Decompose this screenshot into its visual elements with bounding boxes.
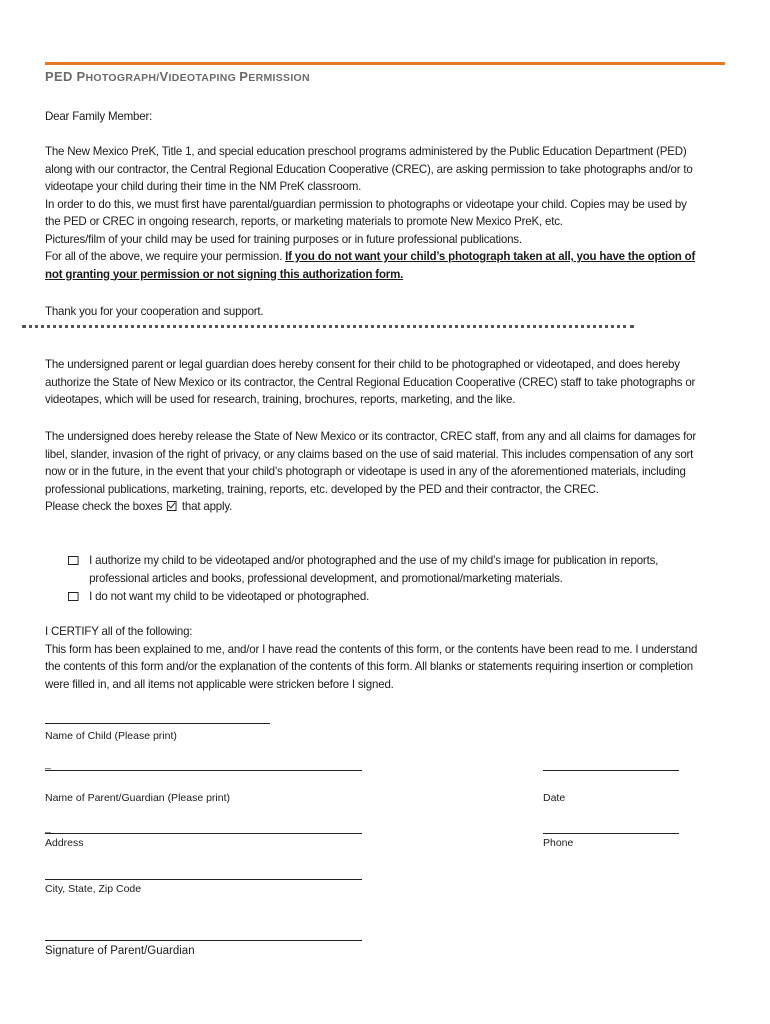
checked-box-icon — [167, 501, 177, 511]
authorize-option — [68, 552, 692, 587]
release-text: The undersigned does hereby release the State of New Mexico or its contractor, CREC staff, from any and all claims for damages for libel, slander, invasion of the right of privacy, or any claims based on the use of said material. This includes compensation of any sort now or in the future, in the event that your child’s photograph or videotape is used in any of the aforementioned materials, including professional publications, marketing, training, reports, etc. developed by the PED and their contractor, the CREC. — [45, 429, 696, 496]
signature-label: Signature of Parent/Guardian — [45, 945, 195, 957]
intro-text-requirement: For all of the above, we require your permission. If you do not want your child’s photograph taken at all, you have the option of not granting your permission or not signing this authorization form. — [45, 249, 696, 281]
intro-text-purpose: The New Mexico PreK, Title 1, and special education preschool programs administered by the Public Education Department (PED) along with our contractor, the Central Regional Education Cooperative (CREC), are asking permission to take photographs and/or to videotape your child during their time in the NM PreK classroom. — [45, 144, 693, 193]
salutation: Dear Family Member: — [45, 109, 153, 123]
intro-paragraph — [45, 143, 698, 283]
date-line[interactable] — [543, 770, 679, 771]
child-name-line[interactable] — [45, 723, 270, 724]
signature-line[interactable] — [45, 940, 362, 941]
consent-paragraph: The undersigned parent or legal guardian does hereby consent for their child to be photographed or videotaped, and does hereby authorize the State of New Mexico or its contractor, the Central Regional Education Cooperative (CREC) staff to take photographs or videotapes, which will be used for research, training, brochures, reports, marketing, and the like. — [45, 357, 696, 406]
date-label: Date — [543, 792, 566, 804]
authorize-checkbox[interactable] — [68, 556, 79, 565]
address-line[interactable] — [45, 833, 362, 834]
phone-line[interactable] — [543, 833, 679, 834]
underscore-mark: _ — [45, 822, 51, 834]
certify-heading: I CERTIFY all of the following: — [45, 624, 193, 638]
address-label: Address — [45, 837, 84, 849]
child-name-label: Name of Child (Please print) — [45, 730, 177, 742]
opt-out-notice: If you do not want your child’s photograph taken at all, you have the option of not granting your permission or not signing this authorization form. — [45, 249, 696, 281]
header-accent-rule — [45, 62, 725, 65]
check-instruction: Please check the boxes that apply. — [45, 499, 233, 513]
parent-name-label: Name of Parent/Guardian (Please print) — [45, 792, 231, 804]
certify-body: This form has been explained to me, and/or I have read the contents of this form, or the contents have been read to me. I understand the contents of this form and/or the explanation of the contents of this form. All blanks or statements requiring insertion or completion were filled in, and all items not applicable were stricken before I signed. — [45, 641, 698, 691]
intro-text-permission: In order to do this, we must first have parental/guardian permission to photographs or videotape your child. Copies may be used by the PED or CREC in ongoing research, reports, or marketing materials to promote New Mexico PreK, etc. — [45, 196, 687, 228]
phone-label: Phone — [543, 837, 574, 849]
cut-line-divider — [22, 325, 634, 328]
underscore-mark: _ — [45, 758, 51, 770]
thank-you-text: Thank you for your cooperation and support. — [45, 304, 264, 318]
release-paragraph — [45, 428, 698, 516]
page-title: PED PHOTOGRAPH/VIDEOTAPING PERMISSION — [45, 69, 310, 84]
parent-name-line[interactable] — [45, 770, 362, 771]
city-state-zip-label: City, State, Zip Code — [45, 883, 142, 895]
decline-option — [68, 588, 692, 606]
certify-section — [45, 623, 698, 693]
decline-option-label: I do not want my child to be videotaped or photographed. — [89, 589, 370, 603]
city-state-zip-line[interactable] — [45, 879, 362, 880]
decline-checkbox[interactable] — [68, 592, 79, 601]
authorize-option-label: I authorize my child to be videotaped and/or photographed and the use of my child’s image for publication in reports, professional articles and books, professional development, and promotional/marketing materials. — [89, 553, 659, 585]
intro-text-usage: Pictures/film of your child may be used for training purposes or in future professional publications. — [45, 231, 522, 246]
